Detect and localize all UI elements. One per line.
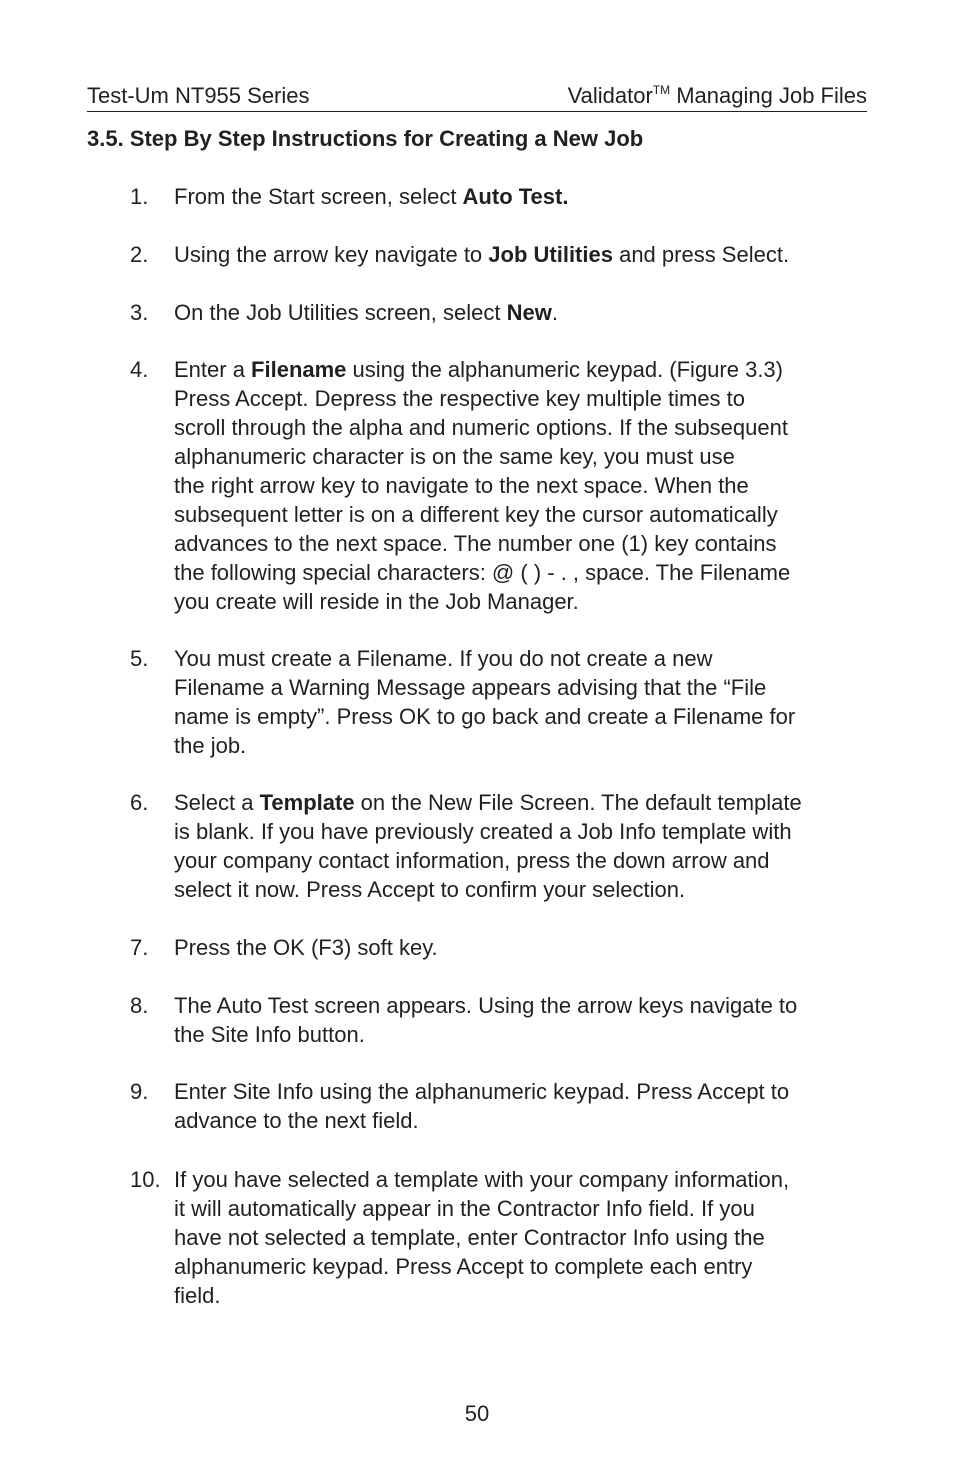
- text-segment: the following special characters: @ ( ) - . , space. The Filename: [174, 560, 791, 585]
- step-number: 6.: [130, 790, 149, 815]
- text-segment: Enter Site Info using the alphanumeric keypad. Press Accept to: [174, 1079, 790, 1104]
- text-line: [174, 413, 874, 442]
- text-line: [174, 529, 874, 558]
- text-segment: The Auto Test screen appears. Using the arrow keys navigate to: [174, 993, 798, 1018]
- bold-term: Job Utilities: [488, 242, 613, 267]
- step-number: 10.: [130, 1167, 161, 1192]
- text-segment: From the Start screen, select: [174, 184, 463, 209]
- text-segment: subsequent letter is on a different key the cursor automatically: [174, 502, 778, 527]
- bold-term: Filename: [251, 357, 347, 382]
- text-segment: the right arrow key to navigate to the next space. When the: [174, 473, 749, 498]
- text-line: [174, 991, 874, 1020]
- text-segment: Press the OK (F3) soft key.: [174, 935, 438, 960]
- step-number: 4.: [130, 357, 149, 382]
- text-segment: you create will reside in the Job Manager.: [174, 589, 579, 614]
- text-line: [174, 500, 874, 529]
- text-segment: scroll through the alpha and numeric options. If the subsequent: [174, 415, 788, 440]
- text-segment: name is empty”. Press OK to go back and create a Filename for: [174, 704, 796, 729]
- step-text: [174, 644, 874, 760]
- text-segment: it will automatically appear in the Contractor Info field. If you: [174, 1196, 755, 1221]
- step-number: 5.: [130, 646, 149, 671]
- step-text: [174, 1165, 874, 1310]
- text-segment: using the alphanumeric keypad. (Figure 3.3): [346, 357, 783, 382]
- step-number: 2.: [130, 242, 149, 267]
- step-number: 9.: [130, 1079, 149, 1104]
- text-segment: Filename a Warning Message appears advising that the “File: [174, 675, 767, 700]
- step-text: [174, 788, 874, 904]
- step-number: 1.: [130, 184, 149, 209]
- bold-term: Auto Test.: [462, 184, 569, 209]
- text-line: [174, 558, 874, 587]
- text-line: [174, 702, 874, 731]
- text-line: [174, 788, 874, 817]
- trademark-mark: TM: [652, 83, 671, 97]
- text-segment: select it now. Press Accept to confirm your selection.: [174, 877, 686, 902]
- text-segment: advances to the next space. The number one (1) key contains: [174, 531, 777, 556]
- text-segment: is blank. If you have previously created a Job Info template with: [174, 819, 792, 844]
- step-text: [174, 991, 874, 1049]
- text-line: [174, 587, 874, 616]
- text-segment: the job.: [174, 733, 247, 758]
- text-segment: your company contact information, press the down arrow and: [174, 848, 770, 873]
- bold-term: New: [506, 300, 552, 325]
- header-series: Test-Um NT955 Series: [87, 83, 310, 108]
- text-line: [174, 846, 874, 875]
- step-number: 3.: [130, 300, 149, 325]
- step-text: [174, 240, 874, 269]
- text-segment: advance to the next field.: [174, 1108, 419, 1133]
- text-line: [174, 1223, 874, 1252]
- text-line: [174, 1194, 874, 1223]
- text-line: [174, 875, 874, 904]
- text-line: [174, 731, 874, 760]
- text-line: [174, 1077, 874, 1106]
- text-segment: .: [551, 300, 558, 325]
- bold-term: Template: [259, 790, 355, 815]
- text-segment: and press Select.: [612, 242, 790, 267]
- text-line: [174, 1281, 874, 1310]
- text-segment: If you have selected a template with your company information,: [174, 1167, 790, 1192]
- text-segment: Enter a: [174, 357, 252, 382]
- page-header: [87, 83, 867, 112]
- page-number: 50: [464, 1401, 490, 1426]
- text-line: [174, 471, 874, 500]
- step-text: [174, 298, 874, 327]
- text-line: [174, 384, 874, 413]
- text-segment: On the Job Utilities screen, select: [174, 300, 507, 325]
- text-line: [174, 1165, 874, 1194]
- text-line: [174, 442, 874, 471]
- text-line: [174, 298, 874, 327]
- text-segment: the Site Info button.: [174, 1022, 365, 1047]
- step-text: [174, 355, 874, 616]
- step-number: 8.: [130, 993, 149, 1018]
- text-line: [174, 817, 874, 846]
- text-segment: have not selected a template, enter Contractor Info using the: [174, 1225, 765, 1250]
- step-text: [174, 182, 874, 211]
- text-segment: You must create a Filename. If you do not create a new: [174, 646, 713, 671]
- text-line: [174, 355, 874, 384]
- text-line: [174, 644, 874, 673]
- text-line: [174, 1252, 874, 1281]
- text-segment: on the New File Screen. The default template: [354, 790, 802, 815]
- header-chapter-title: Managing Job Files: [670, 83, 867, 108]
- text-segment: Press Accept. Depress the respective key multiple times to: [174, 386, 746, 411]
- text-line: [174, 1020, 874, 1049]
- step-text: [174, 1077, 874, 1135]
- header-chapter: [568, 83, 867, 109]
- text-line: [174, 933, 874, 962]
- text-segment: Select a: [174, 790, 260, 815]
- text-segment: alphanumeric character is on the same key, you must use: [174, 444, 735, 469]
- text-line: [174, 1106, 874, 1135]
- text-line: [174, 182, 874, 211]
- text-line: [174, 240, 874, 269]
- text-segment: field.: [174, 1283, 221, 1308]
- section-title: 3.5. Step By Step Instructions for Creating a New Job: [87, 126, 644, 151]
- text-segment: Using the arrow key navigate to: [174, 242, 489, 267]
- step-number: 7.: [130, 935, 149, 960]
- text-line: [174, 673, 874, 702]
- step-text: [174, 933, 874, 962]
- header-brand: Validator: [567, 83, 653, 108]
- text-segment: alphanumeric keypad. Press Accept to complete each entry: [174, 1254, 753, 1279]
